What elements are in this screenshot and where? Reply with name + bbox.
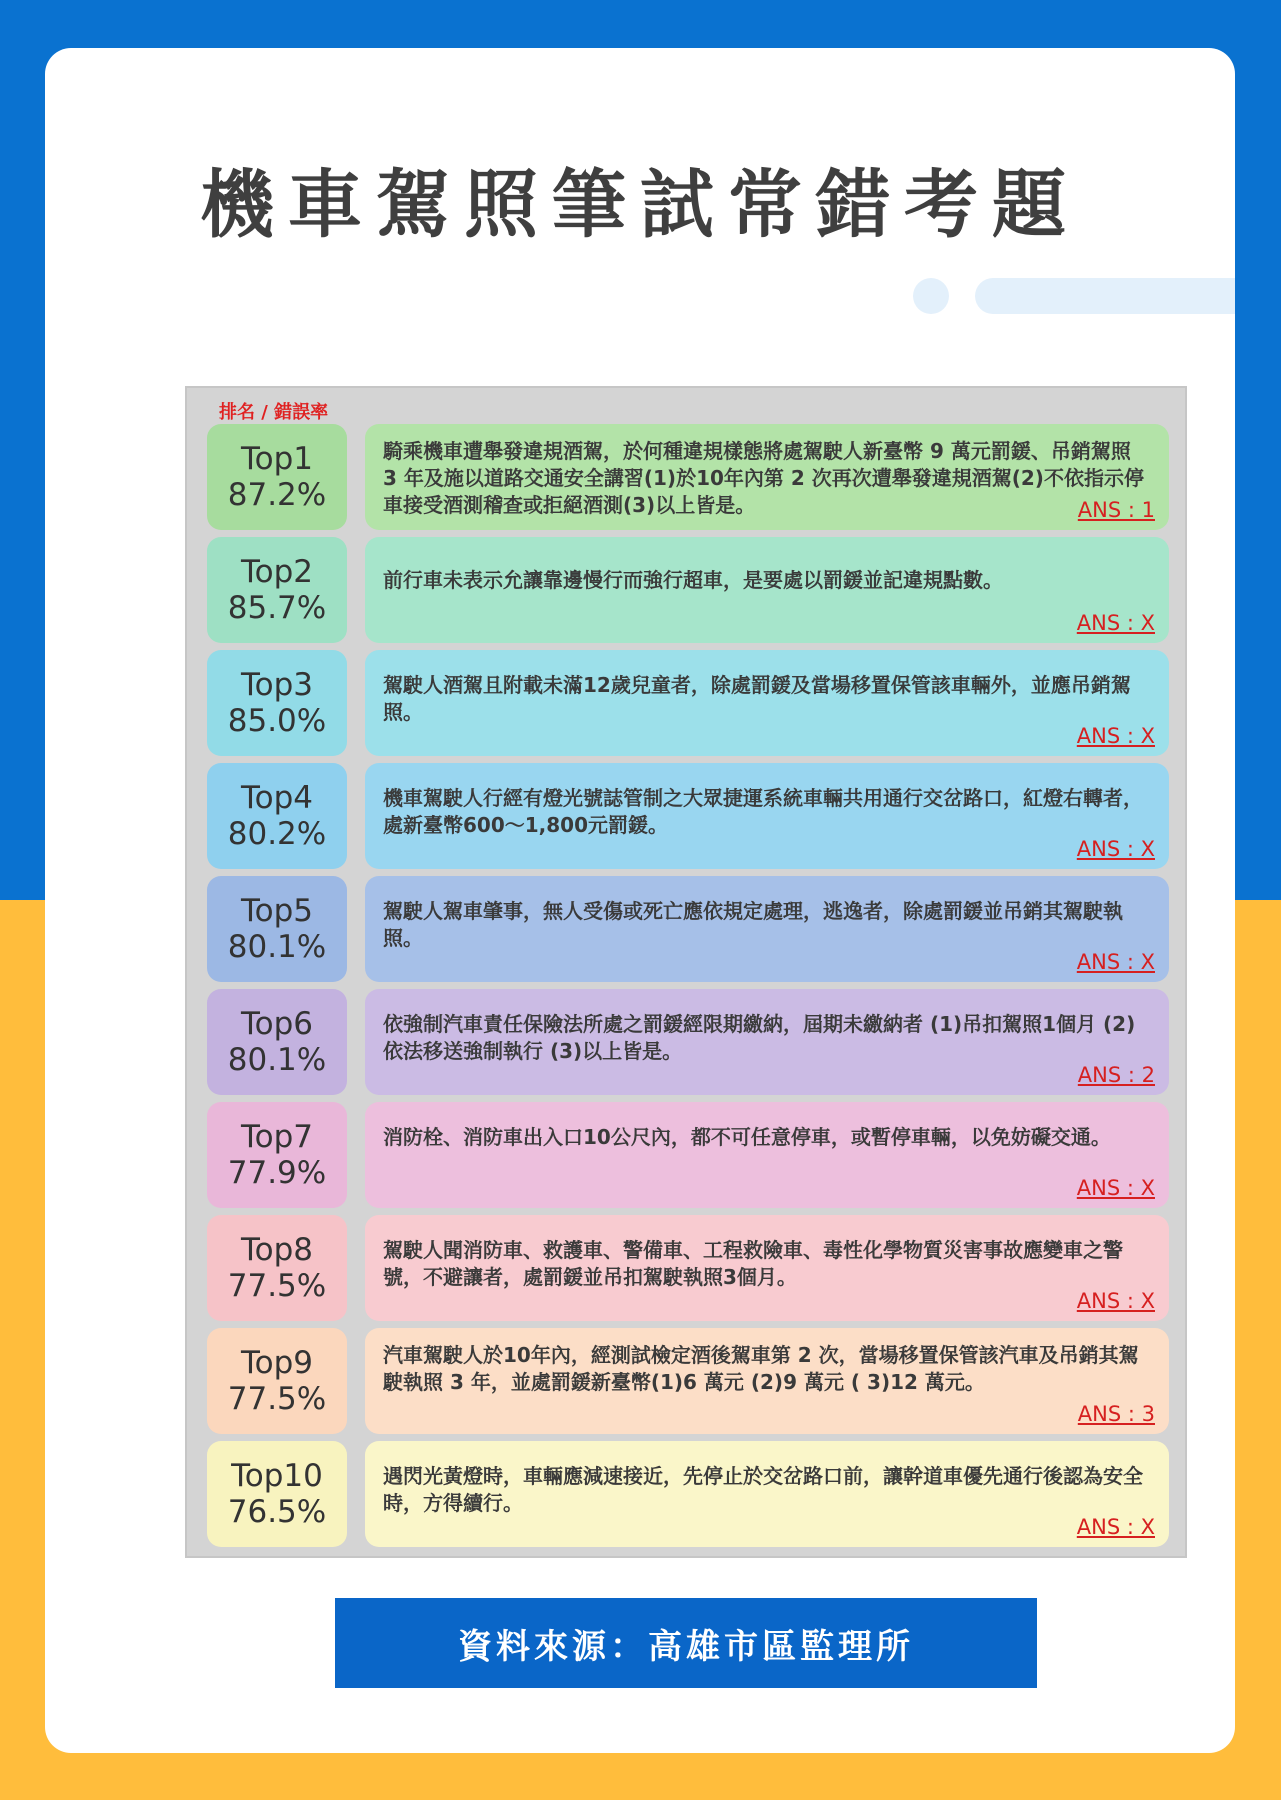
rank-badge bbox=[207, 763, 347, 869]
error-rate: 77.5% bbox=[227, 1268, 327, 1304]
rank-badge bbox=[207, 1328, 347, 1434]
rank-badge bbox=[207, 424, 347, 530]
question-text: 駕駛人酒駕且附載未滿12歲兒童者，除處罰鍰及當場移置保管該車輛外，並應吊銷駕照。 bbox=[383, 673, 1131, 724]
rank-label: Top7 bbox=[240, 1119, 314, 1155]
question-row bbox=[207, 1441, 1169, 1547]
rank-label: Top6 bbox=[240, 1006, 314, 1042]
question-text: 遇閃光黃燈時，車輛應減速接近，先停止於交岔路口前，讓幹道車優先通行後認為安全時，方得續行。 bbox=[383, 1464, 1143, 1515]
rank-error-rate-label: 排名 / 錯誤率 bbox=[219, 402, 329, 423]
question-text: 機車駕駛人行經有燈光號誌管制之大眾捷運系統車輛共用通行交岔路口，紅燈右轉者，處新臺幣600～1,800元罰鍰。 bbox=[383, 786, 1143, 837]
question-box bbox=[365, 650, 1169, 756]
error-rate: 85.0% bbox=[227, 703, 327, 739]
question-text: 消防栓、消防車出入口10公尺內，都不可任意停車，或暫停車輛，以免妨礙交通。 bbox=[383, 1125, 1111, 1149]
question-box bbox=[365, 1441, 1169, 1547]
rank-label: Top3 bbox=[240, 667, 314, 703]
question-box bbox=[365, 537, 1169, 643]
decorative-dot bbox=[913, 278, 949, 314]
rank-label: Top8 bbox=[240, 1232, 314, 1268]
error-rate: 80.2% bbox=[227, 816, 327, 852]
question-row bbox=[207, 1328, 1169, 1434]
rank-badge bbox=[207, 1102, 347, 1208]
rank-badge bbox=[207, 989, 347, 1095]
error-rate: 80.1% bbox=[227, 1042, 327, 1078]
rank-label: Top10 bbox=[231, 1458, 323, 1494]
question-box bbox=[365, 989, 1169, 1095]
question-text: 汽車駕駛人於10年內，經測試檢定酒後駕車第 2 次，當場移置保管該汽車及吊銷其駕駛執照 3 年，並處罰鍰新臺幣(1)6 萬元 (2)9 萬元 ( 3)12 萬元。 bbox=[383, 1343, 1139, 1394]
source-banner: 資料來源：高雄市區監理所 bbox=[335, 1598, 1037, 1688]
question-row bbox=[207, 763, 1169, 869]
rank-label: Top2 bbox=[240, 554, 314, 590]
rank-label: Top9 bbox=[240, 1345, 314, 1381]
questions-panel bbox=[185, 386, 1187, 1558]
question-row bbox=[207, 876, 1169, 982]
question-row bbox=[207, 989, 1169, 1095]
question-box bbox=[365, 424, 1169, 530]
rank-label: Top5 bbox=[240, 893, 314, 929]
question-text: 駕駛人駕車肇事，無人受傷或死亡應依規定處理，逃逸者，除處罰鍰並吊銷其駕駛執照。 bbox=[383, 899, 1123, 950]
error-rate: 87.2% bbox=[227, 477, 327, 513]
question-text: 前行車未表示允讓靠邊慢行而強行超車，是要處以罰鍰並記違規點數。 bbox=[383, 568, 1003, 592]
question-text: 駕駛人聞消防車、救護車、警備車、工程救險車、毒性化學物質災害事故應變車之警號，不避讓者，處罰鍰並吊扣駕駛執照3個月。 bbox=[383, 1238, 1123, 1289]
rank-badge bbox=[207, 1441, 347, 1547]
rank-badge bbox=[207, 876, 347, 982]
question-box bbox=[365, 1328, 1169, 1434]
rank-badge bbox=[207, 650, 347, 756]
answer-label: ANS : X bbox=[1076, 1176, 1155, 1200]
rank-badge bbox=[207, 1215, 347, 1321]
answer-label: ANS : 1 bbox=[1077, 498, 1155, 522]
rank-label: Top4 bbox=[240, 780, 314, 816]
answer-label: ANS : X bbox=[1076, 1289, 1155, 1313]
question-row bbox=[207, 650, 1169, 756]
question-text: 騎乘機車遭舉發違規酒駕，於何種違規樣態將處駕駛人新臺幣 9 萬元罰鍰、吊銷駕照 3 年及施以道路交通安全講習(1)於10年內第 2 次再次遭舉發違規酒駕(2)不依指示停車接受酒測稽查或拒絕酒測(3)以上皆是。 bbox=[383, 439, 1144, 517]
answer-label: ANS : X bbox=[1076, 724, 1155, 748]
answer-label: ANS : 3 bbox=[1077, 1402, 1155, 1426]
error-rate: 77.9% bbox=[227, 1155, 327, 1191]
decorative-bar bbox=[975, 278, 1235, 314]
answer-label: ANS : X bbox=[1076, 950, 1155, 974]
answer-label: ANS : X bbox=[1076, 611, 1155, 635]
answer-label: ANS : 2 bbox=[1077, 1063, 1155, 1087]
page-title: 機車駕照筆試常錯考題 bbox=[200, 162, 1080, 248]
question-row bbox=[207, 1102, 1169, 1208]
error-rate: 76.5% bbox=[227, 1494, 327, 1530]
error-rate: 77.5% bbox=[227, 1381, 327, 1417]
main-card bbox=[45, 48, 1235, 1753]
error-rate: 85.7% bbox=[227, 590, 327, 626]
error-rate: 80.1% bbox=[227, 929, 327, 965]
question-box bbox=[365, 1102, 1169, 1208]
rank-badge bbox=[207, 537, 347, 643]
question-row bbox=[207, 424, 1169, 530]
question-text: 依強制汽車責任保險法所處之罰鍰經限期繳納，屆期未繳納者 (1)吊扣駕照1個月 (2)依法移送強制執行 (3)以上皆是。 bbox=[383, 1012, 1136, 1063]
question-box bbox=[365, 763, 1169, 869]
answer-label: ANS : X bbox=[1076, 837, 1155, 861]
answer-label: ANS : X bbox=[1076, 1515, 1155, 1539]
rank-label: Top1 bbox=[240, 441, 314, 477]
question-box bbox=[365, 1215, 1169, 1321]
question-row bbox=[207, 1215, 1169, 1321]
question-row bbox=[207, 537, 1169, 643]
question-box bbox=[365, 876, 1169, 982]
